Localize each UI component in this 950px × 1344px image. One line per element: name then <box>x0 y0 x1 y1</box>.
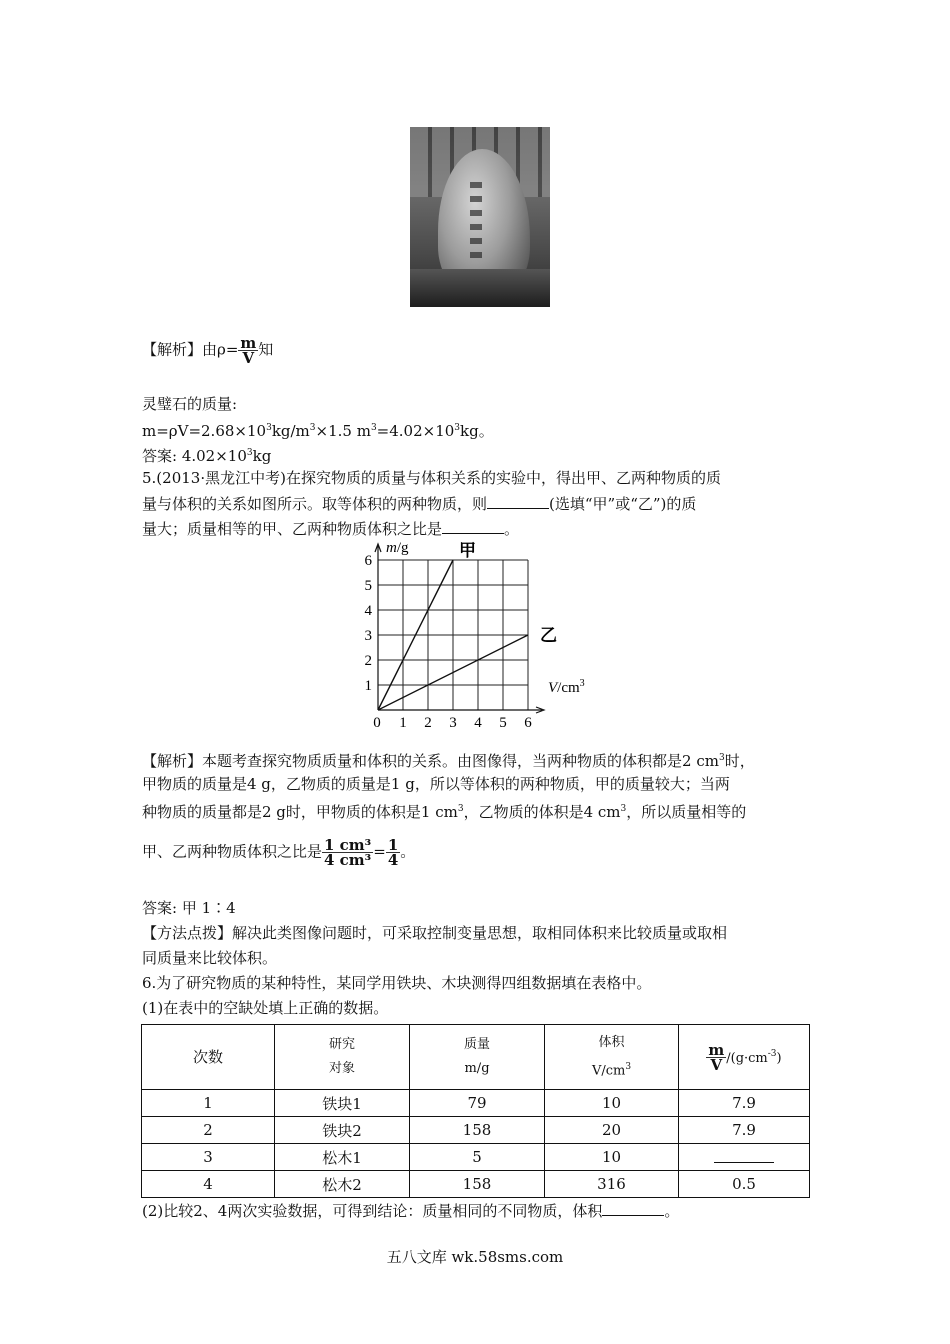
header-text: ) <box>776 1050 782 1066</box>
q5-text: 。 <box>504 520 520 538</box>
analysis1-mass-title: 灵璧石的质量: <box>142 395 238 413</box>
formula-part: kg/m <box>271 422 310 440</box>
q6-text: 。 <box>664 1202 680 1220</box>
density-fraction <box>238 336 258 365</box>
cell-object: 松木2 <box>275 1171 410 1198</box>
cell-trial: 2 <box>142 1117 275 1144</box>
analysis2-exponent: 3 <box>457 804 464 814</box>
header-mass <box>410 1025 545 1090</box>
fraction-numerator: m <box>708 1041 725 1060</box>
series-label: 乙 <box>540 626 557 646</box>
volume-ratio-fraction <box>322 838 373 867</box>
q6-text: (2)比较2、4两次实验数据，可得到结论：质量相同的不同物质，体积 <box>142 1202 603 1220</box>
header-volume-unit <box>545 1055 678 1083</box>
fraction-denominator: V <box>242 349 255 367</box>
analysis2-line3 <box>142 799 746 822</box>
analysis2-text: 种物质的质量都是2 g时，甲物质的体积是1 cm <box>142 803 458 821</box>
y-axis-label: m/g <box>386 540 409 556</box>
cell-ratio: 0.5 <box>679 1171 810 1198</box>
cell-volume: 20 <box>545 1117 679 1144</box>
x-tick-label: 6 <box>524 715 532 731</box>
analysis2-exponent: 3 <box>620 804 627 814</box>
cell-ratio-blank[interactable] <box>679 1144 810 1171</box>
cell-trial: 4 <box>142 1171 275 1198</box>
analysis2-exponent: 3 <box>718 753 725 763</box>
analysis2-text: 时， <box>724 752 755 770</box>
header-volume <box>545 1025 679 1090</box>
cell-object: 松木1 <box>275 1144 410 1171</box>
cell-trial: 1 <box>142 1090 275 1117</box>
cell-mass: 79 <box>410 1090 545 1117</box>
x-tick-label: 3 <box>449 715 457 731</box>
q6-part2 <box>142 1201 679 1221</box>
analysis1-suffix: 知 <box>258 340 274 359</box>
chart-grid <box>375 544 544 713</box>
formula-exponent: 3 <box>370 423 377 433</box>
x-tick-label: 5 <box>499 715 507 731</box>
header-text: m/g <box>464 1061 490 1076</box>
table-header-row <box>142 1025 810 1090</box>
q5-text: 量大；质量相等的甲、乙两种物质体积之比是 <box>142 520 443 538</box>
photo-stone-engraving <box>470 182 482 262</box>
cell-trial: 3 <box>142 1144 275 1171</box>
header-text: 对象 <box>328 1061 355 1076</box>
y-tick-label: 5 <box>364 578 372 594</box>
analysis1-label: 【解析】由ρ= <box>142 340 239 359</box>
q5-line3 <box>142 519 519 539</box>
q6-blank[interactable] <box>602 1201 664 1216</box>
x-tick-label: 2 <box>424 715 432 731</box>
x-tick-label: 1 <box>399 715 407 731</box>
cell-object: 铁块1 <box>275 1090 410 1117</box>
header-text: 体积 <box>598 1034 625 1050</box>
x-axis-label: $V/cm^3$ <box>548 678 585 696</box>
header-density <box>679 1025 810 1090</box>
formula-exponent: 3 <box>454 423 461 433</box>
formula-exponent: 3 <box>266 423 272 433</box>
header-trial <box>142 1025 275 1090</box>
header-object <box>275 1025 410 1090</box>
analysis2-line4 <box>142 838 415 867</box>
formula-exponent: 3 <box>309 423 316 433</box>
mass-volume-chart <box>340 540 610 738</box>
cell-mass: 158 <box>410 1117 545 1144</box>
answer-unit: kg <box>252 447 272 465</box>
q6-line1: 6.为了研究物质的某种特性，某同学用铁块、木块测得四组数据填在表格中。 <box>142 974 652 992</box>
answer-exponent: 3 <box>246 448 253 458</box>
cell-volume: 10 <box>545 1090 679 1117</box>
analysis1-answer <box>142 443 271 466</box>
analysis2-text: 【解析】本题考查探究物质质量和体积的关系。由图像得，当两种物质的体积都是2 cm <box>142 752 719 770</box>
answer-text: 答案: 4.02×10 <box>142 447 247 465</box>
simplified-fraction <box>386 838 400 867</box>
q5-blank-2[interactable] <box>442 519 504 534</box>
y-tick-label: 2 <box>364 653 372 669</box>
cell-volume: 10 <box>545 1144 679 1171</box>
q5-blank-1[interactable] <box>487 494 549 509</box>
q6-part1: (1)在表中的空缺处填上正确的数据。 <box>142 999 389 1017</box>
cell-mass: 5 <box>410 1144 545 1171</box>
fraction-numerator: 1 <box>387 836 399 854</box>
analysis2-answer: 答案: 甲 1∶4 <box>142 899 236 917</box>
y-tick-label: 4 <box>364 603 372 619</box>
analysis2-text: 甲、乙两种物质体积之比是 <box>142 842 323 861</box>
rock-photo <box>410 127 550 307</box>
q5-line2 <box>142 494 696 514</box>
analysis1-formula-line <box>142 336 273 365</box>
header-text: 研究 <box>328 1037 355 1052</box>
table-row <box>142 1090 810 1117</box>
tip-line2: 同质量来比较体积。 <box>142 949 278 967</box>
cell-volume: 316 <box>545 1171 679 1198</box>
header-text: /(g·cm <box>726 1050 768 1066</box>
series-label: 甲 <box>459 541 476 561</box>
y-tick-label: 6 <box>364 553 372 569</box>
tip-line1: 【方法点拨】解决此类图像问题时，可采取控制变量思想，取相同体积来比较质量或取相 <box>142 924 728 942</box>
cell-mass: 158 <box>410 1171 545 1198</box>
fraction-numerator: m <box>240 334 257 352</box>
table-row <box>142 1144 810 1171</box>
fraction-denominator: 4 cm³ <box>324 851 372 869</box>
fraction-denominator: V <box>710 1056 723 1075</box>
header-text: V/cm <box>591 1063 626 1079</box>
analysis1-formula <box>142 418 494 441</box>
formula-part: =4.02×10 <box>376 422 455 440</box>
photo-ground <box>410 269 550 307</box>
x-tick-label: 4 <box>474 715 482 731</box>
q5-text: 量与体积的关系如图所示。取等体积的两种物质，则 <box>142 495 488 513</box>
analysis2-line2: 甲物质的质量是4 g，乙物质的质量是1 g，所以等体积的两种物质，甲的质量较大；当两 <box>142 775 730 793</box>
table-row <box>142 1171 810 1198</box>
header-ratio-fraction <box>706 1041 726 1075</box>
q5-line1: 5.(2013·黑龙江中考)在探究物质的质量与体积关系的实验中，得出甲、乙两种物质的质 <box>142 469 721 487</box>
analysis2-text: ，乙物质的体积是4 cm <box>463 803 621 821</box>
period: 。 <box>400 842 416 861</box>
formula-part: ×1.5 m <box>315 422 371 440</box>
q5-text: (选填“甲”或“乙”)的质 <box>549 495 697 513</box>
analysis2-line1 <box>142 748 755 771</box>
page-footer: 五八文库 wk.58sms.com <box>386 1248 564 1266</box>
fraction-numerator: 1 cm³ <box>324 836 372 854</box>
header-text: 质量 <box>463 1037 490 1052</box>
table-row <box>142 1117 810 1144</box>
formula-part: m=ρV=2.68×10 <box>142 422 267 440</box>
origin-label: 0 <box>373 715 381 731</box>
ratio-answer-blank[interactable] <box>714 1148 774 1163</box>
header-exponent: -3 <box>767 1048 777 1059</box>
cell-object: 铁块2 <box>275 1117 410 1144</box>
y-tick-label: 3 <box>364 628 372 644</box>
formula-part: kg。 <box>460 422 494 440</box>
data-table <box>141 1024 810 1198</box>
cell-ratio: 7.9 <box>679 1117 810 1144</box>
header-text: 次数 <box>192 1048 223 1066</box>
analysis2-text: ，所以质量相等的 <box>626 803 747 821</box>
header-exponent: 3 <box>625 1061 632 1072</box>
y-tick-label: 1 <box>364 678 372 694</box>
equals-sign: = <box>373 842 386 861</box>
fraction-denominator: 4 <box>387 851 399 869</box>
cell-ratio: 7.9 <box>679 1090 810 1117</box>
